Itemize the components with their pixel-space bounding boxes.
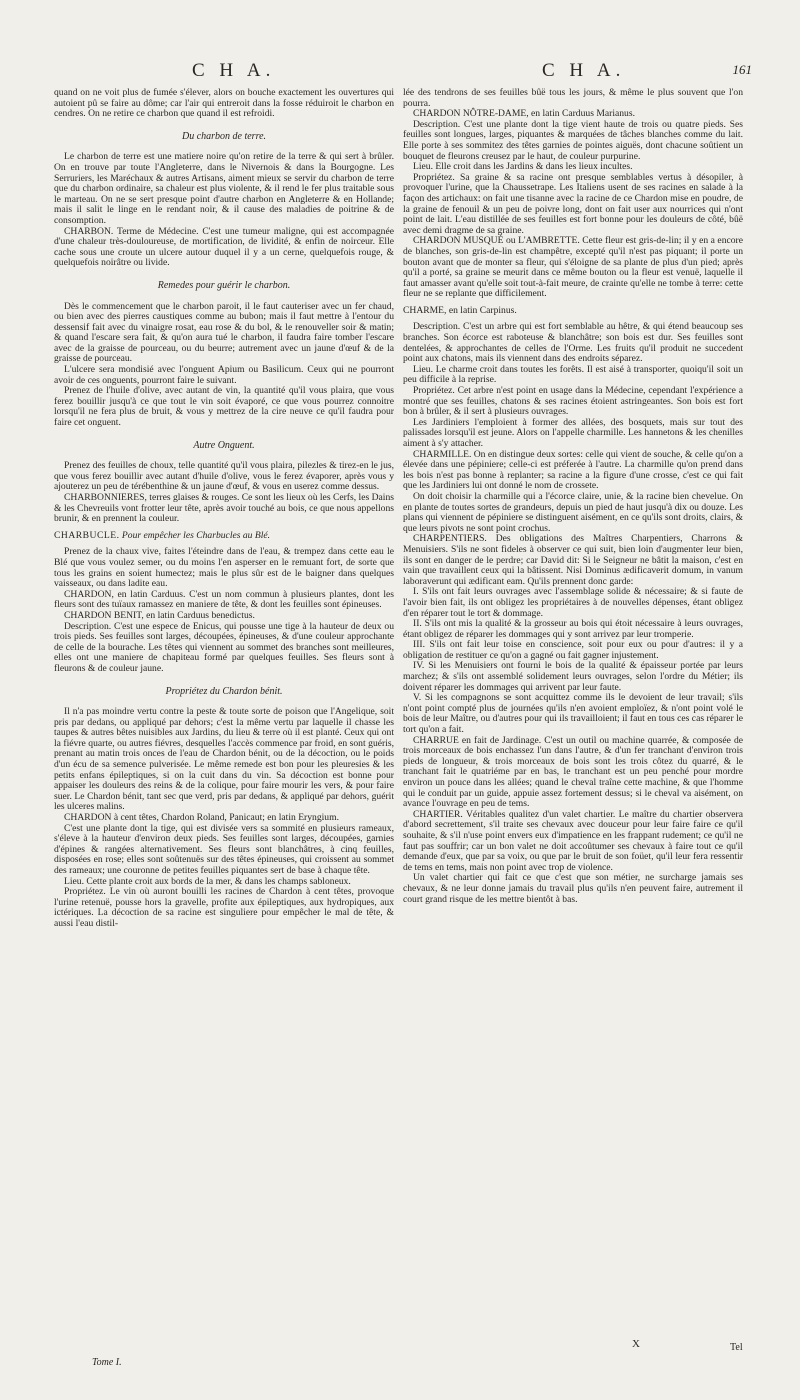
paragraph: CHARMILLE. On en distingue deux sortes: celle qui vient de souche, & celle qu'on a élevée dans une pépiniere; celle-ci est préferée à l'autre. La charmille qu'on prend dans les bois n'est pas bonne à replanter; sa racine a la figure d'une crosse, c'est ce qui fait que les Jardiniers lui ont donné le nom de crossete. xyxy=(403,448,743,492)
paragraph: CHARBONNIERES, terres glaises & rouges. Ce sont les lieux où les Cerfs, les Dains & les Chevreuils vont frotter leur tête, après avoir touché au bois, ce que nous appellons brunir, & en prennent la couleur. xyxy=(54,492,394,525)
entry-heading-line xyxy=(54,531,394,542)
paragraph: CHARTIER. Véritables qualitez d'un valet chartier. Le maître du chartier observera d'abord secrettement, s'il traite ses chevaux avec douceur pour leur faire faire ce qu'il souhaite, & s'il n'use point envers eux d'impatience en les frappant rudement; ce qu'il ne faut pas souffrir; car un bon valet ne doit accoûtumer ses chevaux à faire tout ce qu'il demande d'eux, que par sa voix, ou que par le bruit de son foüet, qu'il leur fera ressentir de tems en tems, mais non point avec trop de violence. xyxy=(403,808,743,873)
section-heading: Autre Onguent. xyxy=(193,439,255,451)
paragraph: Il n'a pas moindre vertu contre la peste & toute sorte de poison que l'Angelique, soit pris par dedans, ou appliqué par dehors; c'est la même vertu par laquelle il chasse les taupes & autres bêtes nuisibles aux Jardins, du lieu & terre où il est planté. Ceux qui ont la fiévre quarte, ou autres fiévres, desquelles l'accès commence par froid, en sont guéris, prenant au matin trois onces de l'eau de Chardon bénit, ou de la décoction, ou le poids d'un écu de sa semence pulverisée. Le même remede est bon pour les pleuresies & les petits enfans épileptiques, si on la cuit dans du vin. Sa décoction est bonne pour appaiser les douleurs des reins & de la colique, pour faire mourir les vers, & pour faire suer. Le Chardon bénit, tant sec que verd, pris par dedans, & appliqué par dehors, guérit les ulceres malins. xyxy=(54,706,394,813)
running-title-right: C H A. xyxy=(542,60,626,81)
paragraph: CHARDON à cent têtes, Chardon Roland, Panicaut; en latin Eryngium. xyxy=(64,812,339,824)
volume-signature: Tome I. xyxy=(92,1357,122,1368)
running-head xyxy=(52,60,752,82)
paragraph: Description. C'est une espece de Enicus, qui pousse une tige à la hauteur de deux ou trois pieds. Ses feuilles sont larges, découpées, épineuses, & d'une couleur approchante de celle de la bourache. Les têtes qui viennent au sommet des branches sont meilleures, elles ont une maniere de chapiteau formé par quelques feuilles. Ses fleurs sont à fleurons & de couleur jaune. xyxy=(54,620,394,674)
paragraph: Propriétez. Le vin où auront bouilli les racines de Chardon à cent têtes, provoque l'urine retenuë, pousse hors la gravelle, profite aux épileptiques, aux hydropiques, aux ictériques. La décoction de sa racine est singuliere pour empêcher le mal de tête, & aussi l'eau distil- xyxy=(54,886,394,929)
paragraph: CHARDON, en latin Carduus. C'est un nom commun à plusieurs plantes, dont les fleurs sont des tuïaux ramassez en maniere de tête, & dont les feuilles sont épineuses. xyxy=(54,588,394,611)
paragraph: CHARDON BENIT, en latin Carduus benedictus. xyxy=(64,609,255,621)
paragraph: CHARRUE en fait de Jardinage. C'est un outil ou machine quarrée, & composée de trois morceaux de bois enchassez l'un dans l'autre, & d'un fer tranchant d'environ trois pieds de longueur, & trois morceaux de bois sont les trois côtez du quarré, & le tranchant fait le quatriéme par en bas, le tranchant est un peu penché pour mordre environ un pouce dans les allées; quand le cheval traîne cette machine, & que l'homme qui le conduit par un guide, appuie assez fortement dessus; si le cheval va aisément, on avance l'ouvrage en peu de tems. xyxy=(403,734,743,810)
running-title-left: C H A. xyxy=(192,60,276,81)
paragraph: Prenez de l'huile d'olive, avec autant de vin, la quantité qu'il vous plaira, que vous ferez bouillir jusqu'à ce que tout le vin soit évaporé, ce que vous pourrez connoitre lorsqu'il ne fera plus de bruit, & vous y mettrez de la cire neuve ce qu'il faudra pour faire cet onguent. xyxy=(54,385,394,429)
paragraph: CHARDON NÔTRE-DAME, en latin Carduus Marianus. xyxy=(413,108,635,120)
catchword: Tel xyxy=(730,1342,743,1353)
paragraph: L'ulcere sera mondisié avec l'onguent Apium ou Basilicum. Ceux qui ne pourront avoir de ces onguents, pourront faire le suivant. xyxy=(54,364,394,386)
paragraph: On doit choisir la charmille qui a l'écorce claire, unie, & la racine bien chevelue. On en plante de toutes sortes de grandeurs, depuis un pied de haut jusqu'à dix ou douze. Les plans qui viennent de pépiniere se distinguent aisément, en ce qu'ils sont droits, clairs, & que leurs pivots ne sont point crochus. xyxy=(403,490,743,534)
signature-mark: X xyxy=(632,1338,640,1350)
paragraph: I. S'ils ont fait leurs ouvrages avec l'assemblage solide & nécessaire; & si faute de l'avoir bien fait, ils ont obligez les propriétaires à de nouvelles dépenses, étant obligez d'en réparer tout le tort & dommage. xyxy=(403,586,743,619)
paragraph: III. S'ils ont fait leur toise en conscience, soit pour eux ou pour d'autres: il y a obligation de restituer ce qu'on a gagné ou fait gagner injustement. xyxy=(403,639,743,661)
paragraph: CHARDON MUSQUÉ ou L'AMBRETTE. Cette fleur est gris-de-lin; il y en a encore de blanches, son gris-de-lin est champêtre, excepté qu'il n'est pas piquant; il porte un bouton avant que de monter sa fleur, qui s'éloigne de sa plante de plus d'un pied; après qu'il a porté, sa graine se meurit dans ce même bouton ou la fleur est venuë, laquelle il faut amasser avant qu'elle soit tout-à-fait meure, de crainte qu'elle ne tombe à terre: cette fleur ne se replante que difficilement. xyxy=(403,235,743,300)
paragraph: Description. C'est un arbre qui est fort semblable au hêtre, & qui étend beaucoup ses branches. Son écorce est raboteuse & blanchâtre; son bois est dur. Ses feuilles sont dentelées, & approchantes de celles de l'Orme. Les fruits qu'il produit ne succedent point aux chatons, mais ils viennent dans des endroits séparez. xyxy=(403,321,743,365)
paragraph: C'est une plante dont la tige, qui est divisée vers sa sommité en plusieurs rameaux, s'éleve à la hauteur d'environ deux pieds. Ses feuilles sont larges, découpées, garnies d'épines & rangées alternativement. Ses fleurs sont blanchâtres, à cinq feuilles, disposées en rose; elles sont soûtenuës sur des têtes épineuses, qui croissent au sommet des rameaux; une couronne de petites feuilles piquantes sert de base à chaque tête. xyxy=(54,822,394,876)
entry-heading: CHARME, en latin Carpinus. xyxy=(403,304,517,316)
entry-subtitle: Pour empêcher les Charbucles au Blé. xyxy=(121,529,271,541)
section-heading: Du charbon de terre. xyxy=(181,130,267,142)
paragraph: Lieu. Le charme croit dans toutes les forêts. Il est aisé à transporter, quoiqu'il soit un peu difficile à la reprise. xyxy=(403,363,743,386)
page-number: 161 xyxy=(732,62,752,77)
paragraph: Propriétez. Cet arbre n'est point en usage dans la Médecine, cependant l'expérience a montré que ses feuilles, chatons & ses racines étoient astringeantes. Son bois est fort bon à brûler, & il sert à plusieurs ouvrages. xyxy=(403,385,743,418)
section-heading: Propriétez du Chardon bénit. xyxy=(165,685,283,697)
paragraph: Dès le commencement que le charbon paroit, il le faut cauteriser avec un fer chaud, ou bien avec des pierres caustiques comme au bubon; mais il faut mettre à l'entour du dessensif fait avec du vinaigre rosat, eau rose & du bol, & le renouveller soir & matin; & quand l'escare sera fait, & qu'on aura tué le charbon, il faudra faire tomber l'escare avec de la graisse de pourceau, ou du beurre; autrement avec un jaune d'œuf & de la graisse de pourceau. xyxy=(54,300,394,365)
paragraph: Prenez des feuilles de choux, telle quantité qu'il vous plaira, pilezles & tirez-en le jus, que vous ferez bouillir avec autant d'huile d'olive, vous le ferez évaporer, après vous y ajouterez un peu de térébenthine & un jaune d'œuf, & vous en userez comme dessus. xyxy=(54,460,394,493)
paragraph: Un valet chartier qui fait ce que c'est que son métier, ne surcharge jamais ses chevaux, & ne leur donne jamais du travail plus qu'ils n'en peuvent faire, autrement il court grand risque de les mettre bientôt à bas. xyxy=(403,872,743,905)
right-column xyxy=(403,88,743,1358)
paragraph: CHARBON. Terme de Médecine. C'est une tumeur maligne, qui est accompagnée d'une chaleur très-douloureuse, de mortification, de lividité, & enfin de noirceur. Elle cache sous une croute un ulcere autour duquel il y a un cerne, quelquefois rouge, & quelquefois noirâtre ou livide. xyxy=(54,225,394,269)
entry-term: CHARBUCLE. xyxy=(54,529,120,541)
paragraph: Propriétez. Sa graine & sa racine ont presque semblables vertus à désopiler, à provoquer l'urine, que la Chaussetrape. Les Italiens usent de ses racines en salade à la façon des artichaux: on fait une tisanne avec la racine de ce Chardon mise en poudre, de la graine de fenouil & un peu de poivre long, dont on fait user aux nourrices qui n'ont point de lait. L'eau distillée de ses feuilles est fort bonne pour les douleurs de côté, bûë avec demi dragme de sa graine. xyxy=(403,171,743,236)
paragraph: lée des tendrons de ses feuilles bûë tous les jours, & même le plus souvent que l'on pourra. xyxy=(403,88,743,109)
left-column xyxy=(54,88,394,1358)
paragraph: IV. Si les Menuisiers ont fourni le bois de la qualité & épaisseur portée par leurs marchez; & s'ils ont assemblé solidement leurs ouvrages, selon l'ordre du Métier; ils doivent réparer les dommages qui arrivent par leur faute. xyxy=(403,660,743,693)
paragraph: Prenez de la chaux vive, faites l'éteindre dans de l'eau, & trempez dans cette eau le Blé que vous voulez semer, ou du moins l'en asperser en le remuant fort, de sorte que tous les grains en soient humectez; mais le plus sûr est de le baigner dans quelques vaisseaux, ou dans ladite eau. xyxy=(54,546,394,590)
paragraph: Description. C'est une plante dont la tige vient haute de trois ou quatre pieds. Ses feuilles sont longues, larges, piquantes & marquées de tâches blanches comme du lait. Elle porte à ses sommitez des têtes garnies de pointes aiguës, dont chacune soûtient un bouquet de fleurons creusez par le haut, de couleur purpurine. xyxy=(403,118,743,162)
paragraph: Lieu. Elle croit dans les Jardins & dans les lieux incultes. xyxy=(413,161,633,173)
paragraph: Le charbon de terre est une matiere noire qu'on retire de la terre & qui sert à brûler. On en trouve par toute l'Angleterre, dans le Nivernois & dans la Bourgogne. Les Serruriers, les Maréchaux & autres Artisans, aiment mieux se servir du charbon de terre que du charbon ordinaire, sa chaleur est plus violente, & il rend le fer plus traitable sous le marteau. On ne se sert presque point d'autre charbon en Angleterre & en Hollande; mais il salit le linge en le rendant noir, & il cause des maladies de poitrine & de consomption. xyxy=(54,151,394,226)
paragraph: II. S'ils ont mis la qualité & la grosseur au bois qui étoit nécessaire à leurs ouvrages, étant obligez de réparer les dommages qui y sont arrivez par leur tromperie. xyxy=(403,618,743,640)
section-heading: Remedes pour guérir le charbon. xyxy=(157,279,291,291)
paragraph: CHARPENTIERS. Des obligations des Maîtres Charpentiers, Charrons & Menuisiers. S'ils ne sont fideles à observer ce qui suit, bien loin d'augmenter leur bien, ils sont en danger de le perdre; car David dit: Si le Seigneur ne bâtit la maison, c'est en vain que travaillent ceux qui la bâtissent. Nisi Dominus ædificaverit domum, in vanum laboraverunt qui ædificant eam. Qu'ils prennent donc garde: xyxy=(403,533,743,587)
paragraph: Les Jardiniers l'emploient à former des allées, des bosquets, mais sur tout des palissades lorsqu'il est jeune. Alors on l'appelle charmille. Les hannetons & les chenilles aiment à s'y attacher. xyxy=(403,416,743,449)
paragraph: V. Si les compagnons se sont acquittez comme ils le devoient de leur travail; s'ils n'ont point compté plus de journées qu'ils n'en avoient emploïez, & n'ont point volé le bois de leur Maître, ou d'autres pour qui ils travailloient; il faut en tous ces cas réparer le tort qu'on a fait. xyxy=(403,692,743,736)
paragraph: quand on ne voit plus de fumée s'élever, alors on bouche exactement les ouvertures qui autoient pû se faire au dôme; car l'air qui entreroit dans la fosse réduiroit le charbon en cendres. On ne retire ce charbon que quand il est refroidi. xyxy=(54,88,394,120)
paragraph: Lieu. Cette plante croit aux bords de la mer, & dans les champs sabloneux. xyxy=(64,875,351,887)
